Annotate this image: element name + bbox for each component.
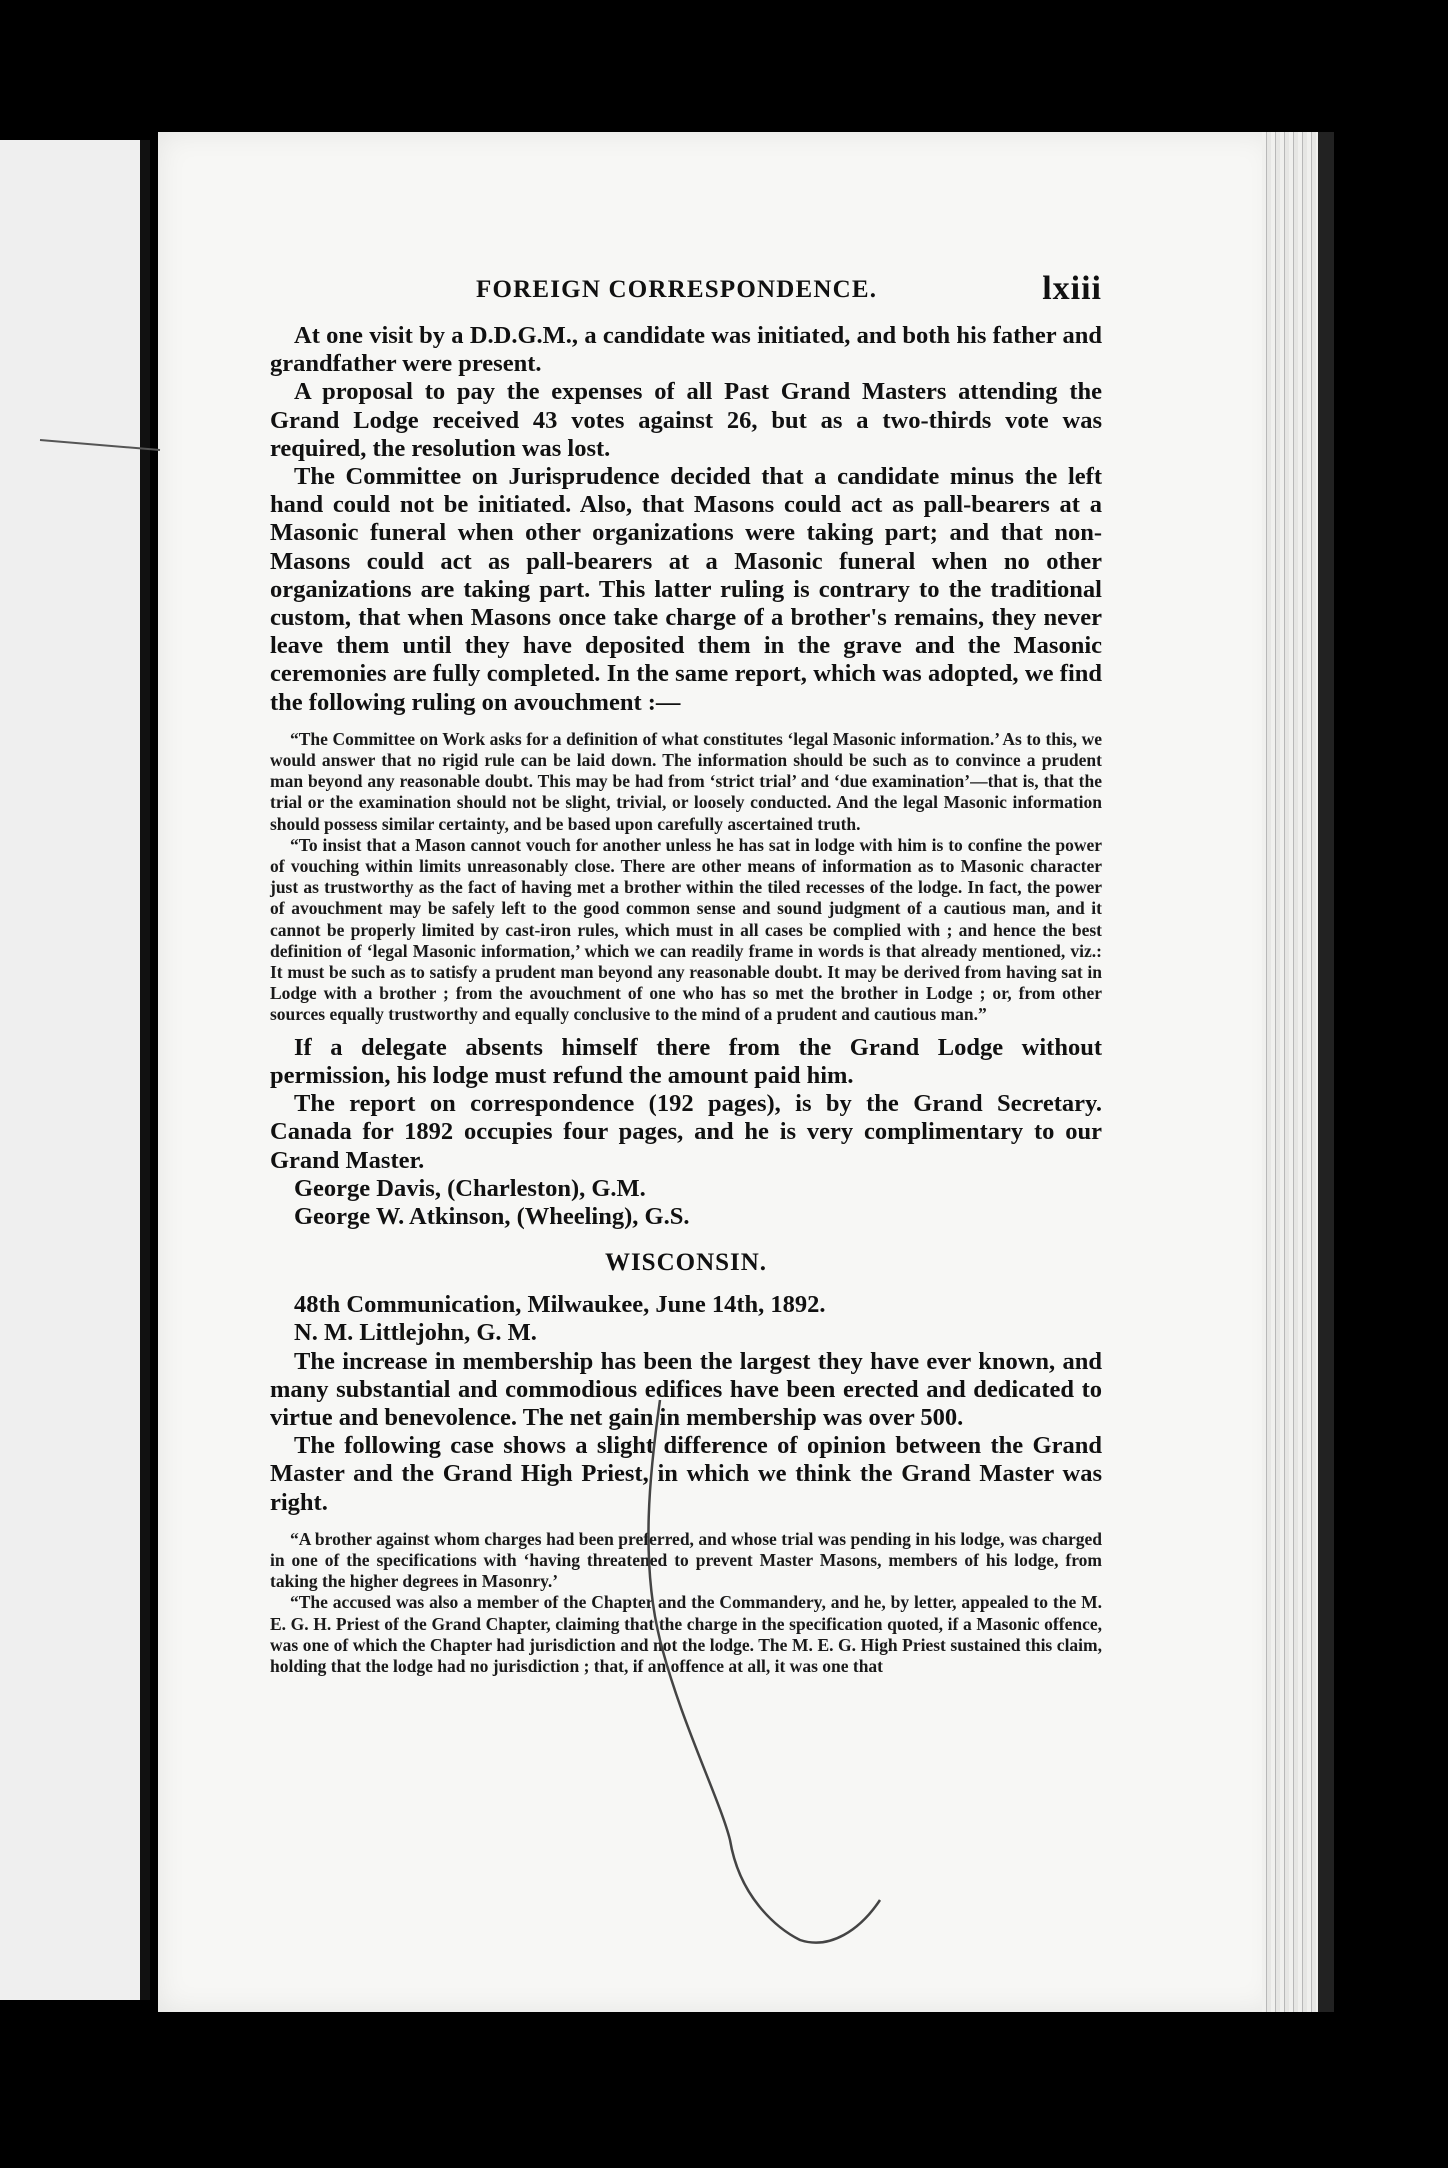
paragraph: The Committee on Jurisprudence decided that a candidate minus the left hand could not be initiated. Also, that Masons could act as pall-bearers at a Masonic funeral when other organizations were taking part; and that non-Masons could act as pall-bearers at a Masonic funeral when no other organizations are taking part. This latter ruling is contrary to the traditional custom, that when Masons once take charge of a brother's remains, they never leave them until they have deposited them in the grave and the Masonic ceremonies are fully completed. In the same report, which was adopted, we find the following ruling on avouchment :— [270,463,1102,716]
paragraph: If a delegate absents himself there from the Grand Lodge without permission, his lodge must refund the amount paid him. [270,1033,1102,1089]
running-title: FOREIGN CORRESPONDENCE. [476,276,878,303]
paragraph: The increase in membership has been the largest they have ever known, and many substantial and commodious edifices have been erected and dedicated to virtue and benevolence. The net gain in membership was over 500. [270,1347,1102,1431]
binding-margin [0,140,150,2000]
quotation-paragraph: “The accused was also a member of the Chapter and the Commandery, and he, by letter, appealed to the M. E. G. H. Priest of the Grand Chapter, claiming that the charge in the specification quoted, if a Masonic offence, was one of which the Chapter had jurisdiction and not the lodge. The M. E. G. High Priest sustained this claim, holding that the lodge had no jurisdiction ; that, if an offence at all, it was one that [270,1592,1102,1676]
page-edge-shadow [1318,132,1334,2012]
officer-line: George Davis, (Charleston), G.M. [294,1174,646,1202]
section-heading: WISCONSIN. [604,1249,768,1277]
communication-line: 48th Communication, Milwaukee, June 14th, 1892. [294,1291,826,1319]
grand-master-line: N. M. Littlejohn, G. M. [294,1319,537,1347]
paragraph: A proposal to pay the expenses of all Past Grand Masters attending the Grand Lodge received 43 votes against 26, but as a two-thirds vote was required, the resolution was lost. [270,378,1102,462]
officer-line: George W. Atkinson, (Wheeling), G.S. [294,1202,690,1230]
page-edges [1262,132,1318,2012]
quotation-paragraph: “A brother against whom charges had been preferred, and whose trial was pending in his lodge, was charged in one of the specifications with ‘having threatened to prevent Master Masons, members of his lodge, from taking the higher degrees in Masonry.’ [270,1528,1102,1592]
page-number: lxiii [1042,270,1102,307]
paragraph: The following case shows a slight difference of opinion between the Grand Master and the Grand High Priest, in which we think the Grand Master was right. [270,1432,1102,1516]
running-head [270,272,1102,318]
paragraph: At one visit by a D.D.G.M., a candidate was initiated, and both his father and grandfather were present. [270,322,1102,378]
paragraph: The report on correspondence (192 pages), is by the Grand Secretary. Canada for 1892 occupies four pages, and he is very complimentary to our Grand Master. [270,1090,1102,1174]
quotation-block [270,1529,1102,1677]
page-content [270,272,1102,1685]
quotation-block [270,729,1102,1026]
quotation-paragraph: “The Committee on Work asks for a definition of what constitutes ‘legal Masonic information.’ As to this, we would answer that no rigid rule can be laid down. The information should be such as to convince a prudent man beyond any reasonable doubt. This may be had from ‘strict trial’ and ‘due examination’—that is, that the trial or the examination should not be slight, trivial, or loosely conducted. And the legal Masonic information should possess similar certainty, and be based upon carefully ascertained truth. [270,728,1102,834]
quotation-paragraph: “To insist that a Mason cannot vouch for another unless he has sat in lodge with him is to confine the power of vouching within limits unreasonably close. There are other means of information as to Masonic character just as trustworthy as the fact of having met a brother within the tiled recesses of the lodge. In fact, the power of avouchment may be safely left to the good common sense and sound judgment of a cautious man, and it cannot be properly limited by cast-iron rules, which must in all cases be complied with ; and hence the best definition of ‘legal Masonic information,’ which we can readily frame in words is that already mentioned, viz.: It must be such as to satisfy a prudent man beyond any reasonable doubt. It may be derived from having sat in Lodge with a brother ; from the avouchment of one who has so met the brother in Lodge ; or, from other sources equally trustworthy and equally conclusive to the mind of a prudent and cautious man.” [270,834,1102,1025]
